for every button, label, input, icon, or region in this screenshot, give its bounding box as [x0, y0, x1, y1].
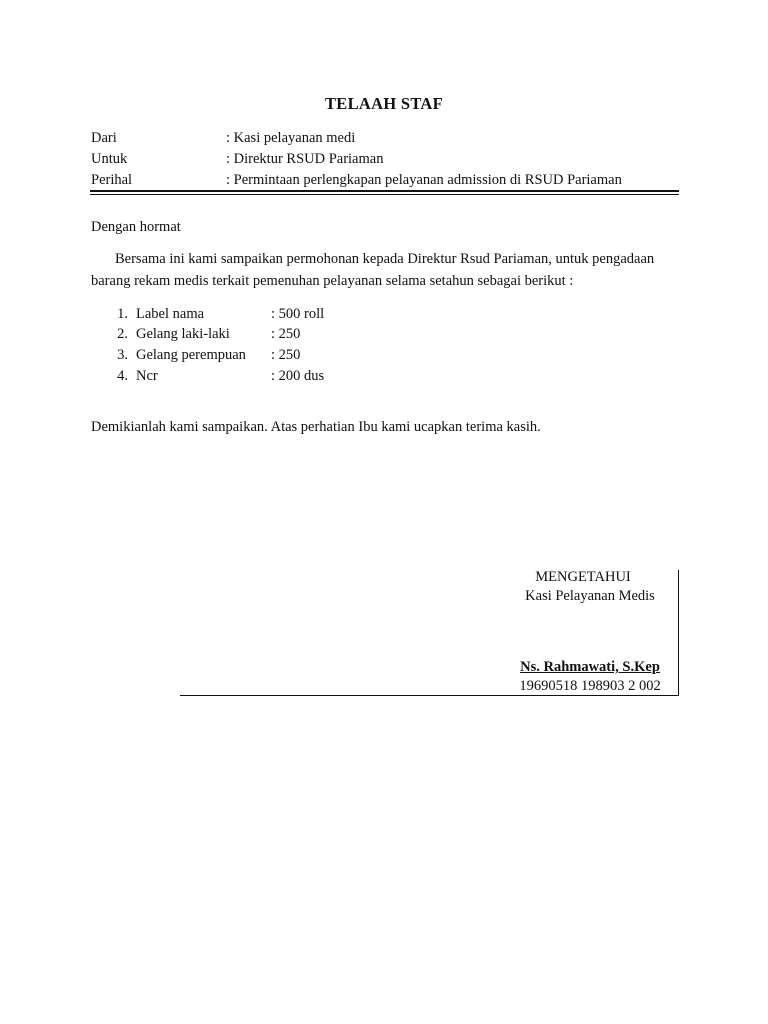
signature-position: Kasi Pelayanan Medis [525, 588, 655, 604]
closing-paragraph: Demikianlah kami sampaikan. Atas perhatian Ibu kami ucapkan terima kasih. [91, 419, 541, 435]
list-item-label: Gelang laki-laki [136, 326, 230, 342]
signature-border-horizontal [180, 695, 679, 696]
list-item-value: : 200 dus [271, 368, 325, 384]
list-item-value: : 250 [271, 347, 301, 363]
header-divider-thick [90, 190, 679, 192]
list-item-value: : 250 [271, 326, 301, 342]
list-item-number: 1. [117, 306, 128, 322]
header-label-dari: Dari [91, 130, 117, 146]
document-title: TELAAH STAF [324, 94, 444, 113]
greeting: Dengan hormat [91, 219, 181, 235]
body-paragraph-line-2: barang rekam medis terkait pemenuhan pelayanan selama setahun sebagai berikut : [91, 273, 574, 289]
body-paragraph-line-1: Bersama ini kami sampaikan permohonan kepada Direktur Rsud Pariaman, untuk pengadaan [115, 251, 655, 267]
list-item-number: 2. [117, 326, 128, 342]
header-label-perihal: Perihal [91, 172, 133, 188]
header-value-perihal: : Permintaan perlengkapan pelayanan admission di RSUD Pariaman [226, 172, 622, 188]
signature-name: Ns. Rahmawati, S.Kep [520, 659, 660, 675]
list-item-label: Label nama [136, 306, 205, 322]
header-label-untuk: Untuk [91, 151, 128, 167]
list-item-value: : 500 roll [271, 306, 325, 322]
list-item-number: 4. [117, 368, 128, 384]
signature-heading: MENGETAHUI [535, 569, 631, 585]
list-item-label: Ncr [136, 368, 158, 384]
header-value-dari: : Kasi pelayanan medi [226, 130, 356, 146]
signature-border-vertical [678, 570, 679, 696]
list-item-label: Gelang perempuan [136, 347, 246, 363]
signature-nip: 19690518 198903 2 002 [519, 678, 661, 694]
header-value-untuk: : Direktur RSUD Pariaman [226, 151, 384, 167]
list-item-number: 3. [117, 347, 128, 363]
header-divider-thin [90, 194, 679, 195]
